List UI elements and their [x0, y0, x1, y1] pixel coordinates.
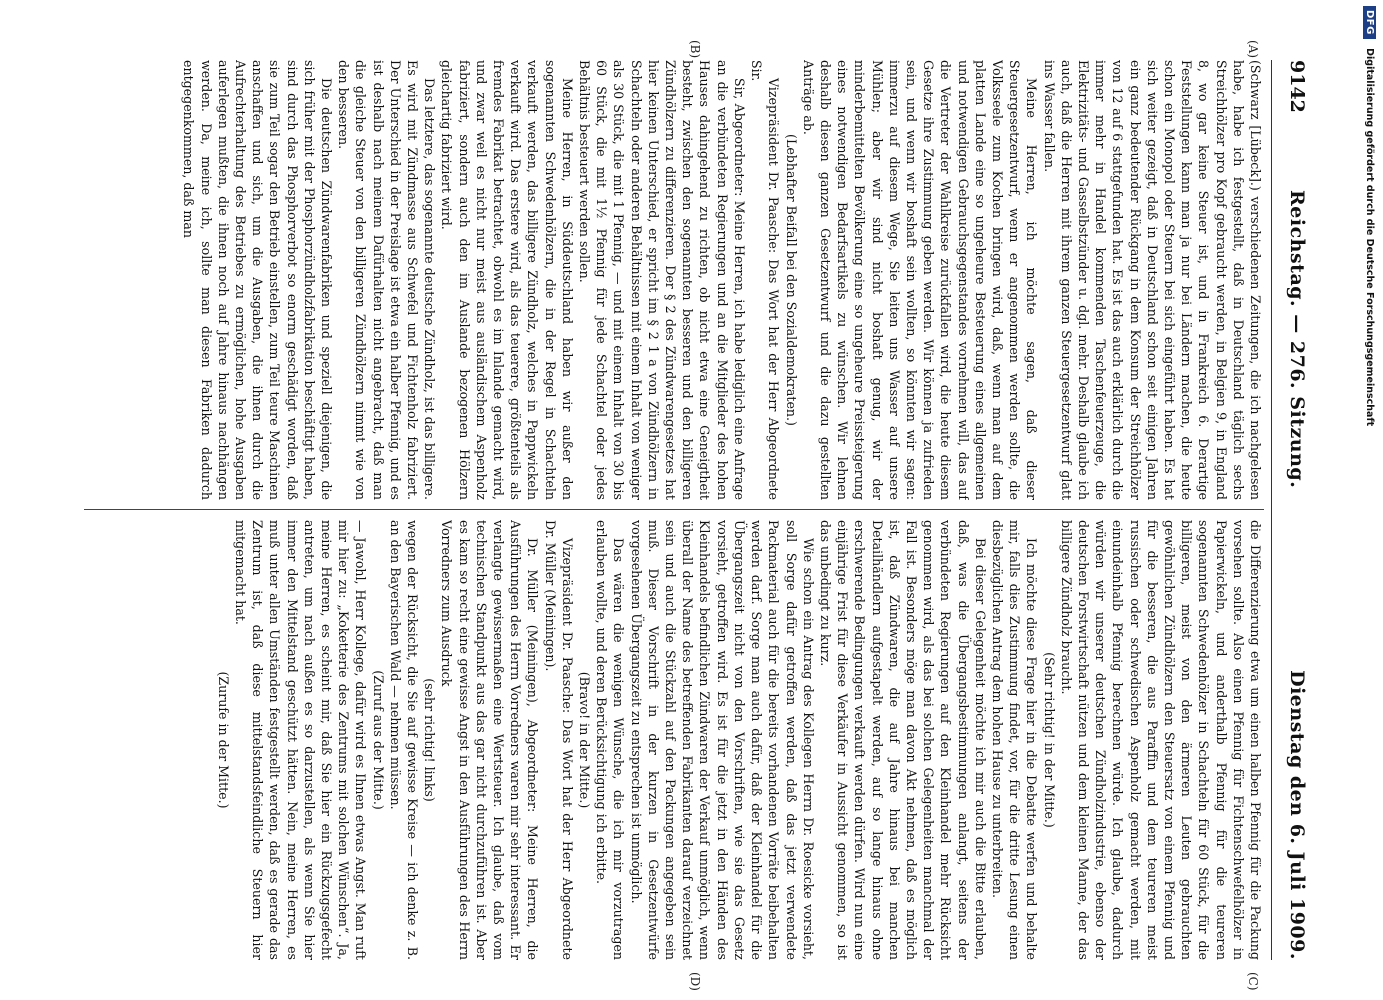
paragraph: (Sehr richtig! in der Mitte.)	[1041, 652, 1057, 828]
paragraph: (sehr richtig! links)	[422, 678, 438, 802]
paragraph: Dr. Müller (Meiningen), Abgeordneter: Meine Herren, die Ausführungen des Herrn Vorredners waren mir sehr interessant. Er verlangte gewissermaßen eine Wertsteuer. Ich glaube, daß vom technischen Standpunkt aus das gar nicht durchzuführen ist. Aber es kam so recht eine gewisse Angst in den Ausführungen des Herrn Vorredners zum Ausdruck	[439, 520, 541, 960]
paragraph: (Bravo! in der Mitte.)	[577, 671, 593, 809]
digitization-credit: Digitalisierung gefördert durch die Deutsche Forschungsgemeinschaft	[1364, 48, 1375, 427]
paragraph: Vizepräsident Dr. Paasche: Das Wort hat der Herr Abgeordnete Sir.	[749, 60, 782, 500]
page-header	[1278, 60, 1308, 960]
paragraph: Das wären die wenigen Wünsche, die ich mir vorzutragen erlauben wollte, und deren Berücksichtigung ich erbitte.	[594, 520, 627, 960]
paragraph: Ich möchte diese Frage hier in die Debatte werfen und behalte mir, falls dies Zustimmung findet, vor, für die dritte Lesung einen diesbezüglichen Antrag dem hohen Hause zu unterbreiten.	[989, 520, 1040, 960]
paragraph: Bei dieser Gelegenheit möchte ich mir auch die Bitte erlauben, daß, was die Übergangsbestimmungen anlangt, seitens der verbündeten Regierungen auf den Kleinhandel mehr Rücksicht genommen wird, als das bei solchen Gelegenheiten manchmal der Fall ist. Besonders möge man davon Akt nehmen, daß es möglich ist, daß Zündwaren, die auf Jahre hinaus bei manchen Detailhändlern aufgestapelt werden, auf so lange hinaus ohne erschwerende Bedingungen verkauft werden dürfen. Wird nun eine einjährige Frist für diese Verkäufer in Aussicht genommen, so ist das unbedingt zu kurz.	[817, 520, 988, 960]
paragraph: (Schwarz [Lübeck].) verschiedenen Zeitungen, die ich nachgelesen habe, habe ich festgestellt, daß in Deutschland täglich sechs Streichhölzer pro Kopf gebraucht werden, in Belgien 9, in England 8, wo gar keine Steuer ist, und in Frankreich 6. Derartige Feststellungen kann man ja nur bei Ländern machen, die heute schon ein Monopol oder Steuern bei sich eingeführt haben. Es hat sich weiter gezeigt, daß in Deutschland schon seit einigen Jahren ein ganz bedeutender Rückgang in dem Konsum der Streichhölzer von 12 auf 6 stattgefunden hat. Es ist das auch erklärlich durch die immer mehr in Handel kommenden Taschenfeuerzeuge, die Elektrizitäts- und Gasselbstzünder u. dgl. mehr. Deshalb glaube ich auch, daß die Herren mit ihrem ganzen Steuergesetzentwurf glatt ins Wasser fallen.	[1041, 60, 1263, 500]
paragraph: Das letztere, das sogenannte deutsche Zündholz, ist das billigere. Es wird mit Zündmasse aus Schwefel und Fichtenholz fabriziert. Der Unterschied in der Preislage ist etwa ein halber Pfennig, und es ist deshalb nach meinem Dafürhalten nicht angebracht, daß man die gleiche Steuer von den billigeren Zündhölzern nimmt wie von den besseren.	[336, 60, 438, 500]
paragraph: (Zuruf aus der Mitte.)	[370, 670, 386, 810]
left-text-column	[84, 60, 1264, 500]
paragraph: Die deutschen Zündwarenfabriken und speziell diejenigen, die sich früher mit der Phosphorzündholzfabrikation beschäftigt haben, sind durch das Phosphorverbot so enorm geschädigt worden, daß sie zum Teil sogar den Betrieb einstellen, zum Teil teure Maschinen anschaffen und sich, um die Ausgaben, die ihnen durch die Aufrechterhaltung des Betriebes zu ermöglichen, hohe Ausgaben auferlegen mußten, die ihnen noch auf Jahre hinaus nachhängen werden. Da, meine ich, sollte man diesen Fabriken dadurch entgegenkommen, daß man	[181, 60, 335, 500]
paragraph: (Zurufe in der Mitte.)	[215, 671, 231, 809]
session-title: Reichstag. — 276. Sitzung.	[1286, 190, 1308, 489]
paragraph: Wie schon ein Antrag des Kollegen Herrn Dr. Roesicke vorsieht, soll Sorge dafür getroffen werden, daß das jetzt verwendete Packmaterial auch für die bereits vorhandenen Vorräte beibehalten werden darf. Sorge man auch dafür, daß der Kleinhandel für die Übergangszeit nicht von den Vorschriften, wie sie das Gesetz vorsieht, getroffen wird. Es ist für die jetzt in den Händen des Kleinhandels befindlichen Zündwaren der Verkauf unmöglich, wenn überall der Name des betreffenden Fabrikanten darauf verzeichnet sein und auch die Stückzahl auf den Packungen angegeben sein muß. Dieser Vorschrift in der kurzen in Gesetzentwürfe vorgesehenen Übergangszeit zu entsprechen ist unmöglich.	[628, 520, 816, 960]
paragraph: Vizepräsident Dr. Paasche: Das Wort hat der Herr Abgeordnete Dr. Müller (Meiningen).	[542, 520, 575, 960]
margin-marker-b: (B)	[688, 40, 702, 59]
header-rule	[1271, 60, 1272, 960]
paragraph: die Differenzierung etwa um einen halben Pfennig für die Packung vorsehen sollte. Also einen Pfennig für Fichtenschwefelhölzer in Papierwickeln, und anderthalb Pfennig für die teureren sogenannten Schwedenhölzer in Schachteln für 60 Stück, für die billigeren, meist von den ärmeren Leuten gebrauchten gewöhnlichen Zündhölzern den Steuersatz von einem Pfennig und für die besseren, die aus Paraffin und dem teureren meist russischen oder schwedischen Aspenholz gemacht werden, mit einundeinhalb Pfennig berechnen würde. Ich glaube, dadurch würden wir unserer deutschen Zündholzindustrie, ebenso der deutschen Forstwirtschaft nützen und dem kleinen Manne, der das billigere Zündholz braucht.	[1058, 520, 1263, 960]
page-number: 9142	[1286, 60, 1308, 113]
dfg-logo: DFG	[1363, 6, 1376, 39]
paragraph: Sir, Abgeordneter: Meine Herren, ich habe lediglich eine Anfrage an die verbündeten Regierungen und an die Mitglieder des hohen Hauses dahingehend zu richten, ob nicht etwa eine Geneigtheit besteht, zwischen den sogenannten besseren und den billigeren Zündhölzern zu differenzieren. Der § 2 des Zündwarengesetzes hat hier keinen Unterschied, er spricht im § 2 1 a von Zündhölzern in Schachteln oder anderen Behältnissen mit einem Inhalt von weniger als 30 Stück, die mit 1 Pfennig, — und mit einem Inhalt von 30 bis 60 Stück, die mit 1½ Pfennig für jede Schachtel oder jedes Behältnis besteuert werden sollen.	[577, 60, 747, 500]
paragraph: (Lebhafter Beifall bei den Sozialdemokraten.)	[783, 134, 799, 426]
digitization-credit-strip	[1358, 6, 1376, 1000]
session-date: Dienstag den 6. Juli 1909.	[1286, 670, 1308, 960]
paragraph: wegen der Rücksicht, die Sie auf gewisse Kreise — ich denke z. B. an den Bayerischen Wald — nehmen müssen.	[387, 520, 421, 960]
rotated-page	[50, 0, 1350, 1000]
digitization-sidebar	[1350, 0, 1383, 1000]
right-text-column	[84, 520, 1264, 960]
margin-marker-d: (D)	[688, 972, 702, 991]
margin-marker-c: (C)	[1246, 972, 1260, 991]
paragraph: Meine Herren, ich möchte sagen, daß dieser Steuergesetzentwurf, wenn er angenommen werden sollte, die Volksseele zum Kochen bringen wird, daß, wenn man auf dem platten Lande eine so ungeheure Besteuerung eines allgemeinen und notwendigen Gebrauchsgegenstandes vornehmen will, das auf die Vertreter der Wahlkreise zurückfallen wird, die heute diesem Gesetze ihre Zustimmung geben werden. Wir können ja zufrieden sein, und wenn wir boshaft sein wollten, so könnten wir sagen: immerzu auf diesem Wege, Sie leiten uns Wasser auf unsere Mühlen; aber wir sind nicht boshaft genug, wir der minderbemittelten Bevölkerung eine so ungeheure Preissteigerung eines notwendigen Bedarfsartikels zu wünschen. Wir lehnen deshalb diesen ganzen Gesetzentwurf und die dazu gestellten Anträge ab.	[800, 60, 1040, 500]
column-separator	[84, 509, 1264, 510]
paragraph: Meine Herren, in Süddeutschland haben wir außer den sogenannten Schwedenhölzern, die in der Regel in Schachteln verkauft werden, das billigere Zündholz, welches in Pappwickeln verkauft wird. Das erstere wird, als das teuerere, größtenteils als fremdes Fabrikat betrachtet, obwohl es im Inlande gemacht wird, und zwar weil es nicht nur meist aus ausländischem Aspenholz fabriziert, sondern auch den im Auslande bezogenen Hölzern gleichartig fabriziert wird.	[439, 60, 575, 500]
margin-marker-a: (A)	[1246, 40, 1260, 59]
paragraph: — Jawohl, Herr Kollege, dafür wird es Ihnen etwas Angst. Man ruft mir hier zu: „Koketterie des Zentrums mit solchen Wünschen“. Ja, meine Herren, es scheint mir, daß Sie hier ein Rückzugsgefecht antreten, um nach außen es so darzustellen, als wenn Sie hier immer den Mittelstand geschützt hätten. Nein, meine Herren, es muß unter allen Umständen festgestellt werden, daß es gerade das Zentrum ist, daß diese mittelstandsfeindliche Steuern hier mitgemacht hat.	[233, 520, 369, 960]
